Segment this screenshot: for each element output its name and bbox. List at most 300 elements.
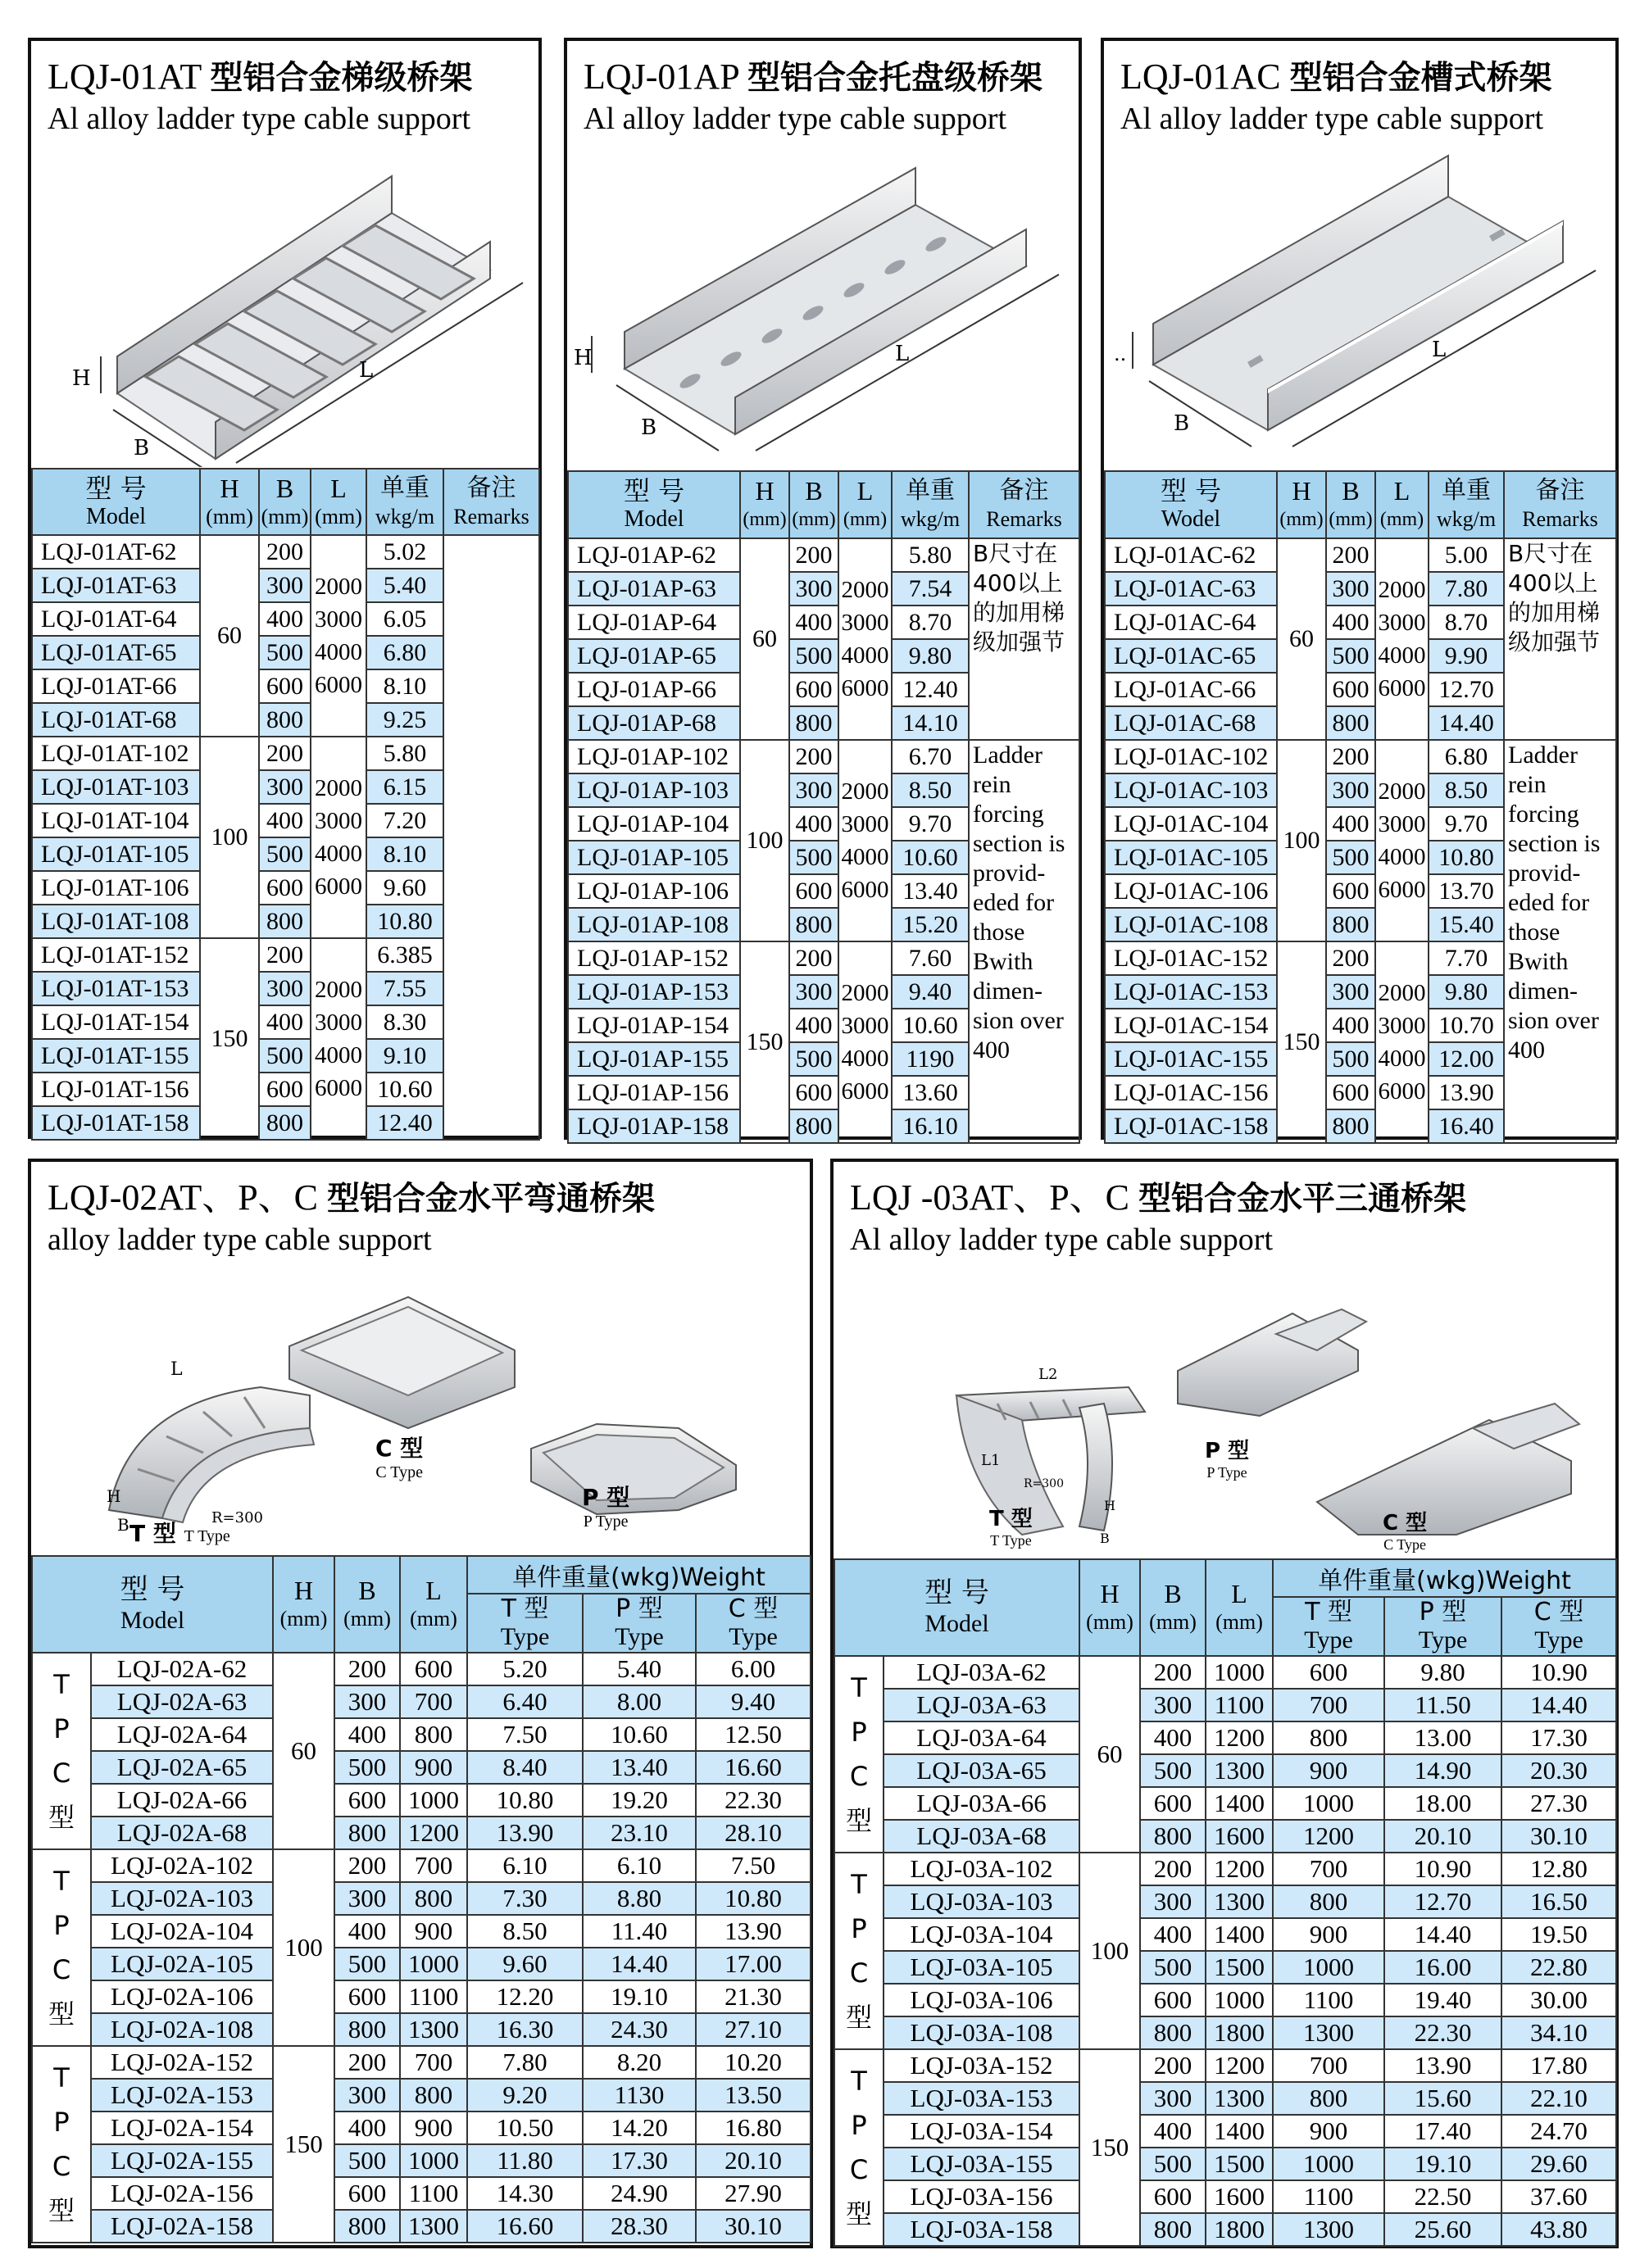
trough-illustration (1104, 147, 1615, 467)
l-value: 6000 (841, 877, 889, 903)
dim-b-label: B (1100, 1531, 1110, 1546)
cell-weight: 6.80 (366, 636, 443, 669)
l-value: 2000 (841, 980, 889, 1006)
remark-en: Ladder rein forcing section is provid- eded for those Bwith dimen- sion over 400 (1508, 742, 1601, 1064)
cell-model: LQJ-01AT-104 (32, 804, 200, 837)
table-row (834, 2115, 1616, 2148)
dim-l-label: L (895, 342, 910, 366)
cell-p-weight: 15.60 (1384, 2082, 1501, 2115)
cell-l: 1100 (1206, 1689, 1273, 1721)
cell-c-weight: 19.50 (1501, 1918, 1616, 1951)
dim-r-label: R=300 (211, 1509, 263, 1526)
cell-weight: 9.80 (892, 639, 969, 673)
cell-weight: 5.02 (366, 535, 443, 569)
c-type-label: C 型 C Type (375, 1435, 424, 1481)
cell-model: LQJ-01AT-108 (32, 905, 200, 938)
panel-subtitle: Al alloy ladder type cable support (48, 102, 471, 136)
cell-model: LQJ-03A-63 (884, 1689, 1079, 1721)
cell-weight: 8.70 (892, 606, 969, 639)
table-row (834, 2016, 1616, 2049)
cell-model: LQJ-01AP-106 (568, 874, 740, 908)
cell-c-weight: 27.10 (696, 2013, 811, 2046)
panel-title: LQJ -03AT、P、C 型铝合金水平三通桥架 (850, 1177, 1467, 1218)
table-row (568, 538, 1079, 572)
cell-model: LQJ-01AC-63 (1105, 572, 1277, 606)
cell-weight: 9.10 (366, 1039, 443, 1073)
cell-t-weight: 6.10 (467, 1849, 583, 1882)
cell-b: 400 (789, 807, 838, 841)
cell-c-weight: 12.50 (696, 1718, 811, 1751)
cell-model: LQJ-02A-158 (91, 2210, 273, 2243)
cell-b: 800 (334, 2210, 400, 2243)
cell-weight: 6.385 (366, 938, 443, 972)
panel-02a (28, 1159, 813, 2248)
table-row (834, 1984, 1616, 2016)
cell-b: 300 (1326, 975, 1375, 1009)
cell-b: 200 (1140, 1853, 1206, 1885)
cell-c-weight: 22.10 (1501, 2082, 1616, 2115)
cell-type-label (834, 1853, 884, 2049)
cell-model: LQJ-01AC-154 (1105, 1009, 1277, 1042)
cell-b: 300 (259, 770, 311, 804)
cell-model: LQJ-01AP-64 (568, 606, 740, 639)
cell-p-weight: 13.00 (1384, 1721, 1501, 1754)
type-letter: 型 (845, 1805, 872, 1836)
cell-p-weight: 19.20 (583, 1784, 696, 1817)
cell-p-weight: 10.90 (1384, 1853, 1501, 1885)
cell-model: LQJ-02A-104 (91, 1915, 273, 1948)
header-l: L (mm) (1206, 1559, 1273, 1656)
cell-weight: 13.70 (1429, 874, 1504, 908)
cell-weight: 12.40 (892, 673, 969, 706)
cell-b: 600 (789, 874, 838, 908)
cell-model: LQJ-03A-103 (884, 1885, 1079, 1918)
l-value: 3000 (841, 610, 889, 636)
table-row (834, 1853, 1616, 1885)
cell-weight: 9.25 (366, 703, 443, 737)
cell-l-values (1375, 941, 1429, 1143)
cell-p-weight: 14.40 (1384, 1918, 1501, 1951)
l-value: 2000 (315, 977, 362, 1003)
cell-b: 300 (1326, 773, 1375, 807)
cell-b: 200 (1326, 941, 1375, 975)
cell-c-weight: 14.40 (1501, 1689, 1616, 1721)
cell-p-weight: 14.20 (583, 2112, 696, 2144)
cell-b: 800 (1140, 2016, 1206, 2049)
type-letter: 型 (48, 2195, 75, 2226)
cell-c-weight: 17.30 (1501, 1721, 1616, 1754)
cell-weight: 7.80 (1429, 572, 1504, 606)
spec-table-03a (834, 1558, 1617, 2247)
table-row (834, 1689, 1616, 1721)
cell-b: 800 (1326, 706, 1375, 740)
cell-weight: 5.80 (892, 538, 969, 572)
l-value: 2000 (1378, 980, 1426, 1006)
cell-b: 600 (334, 1980, 400, 2013)
cell-p-weight: 20.10 (1384, 1820, 1501, 1853)
cell-model: LQJ-02A-63 (91, 1685, 273, 1718)
table-row (32, 1718, 811, 1751)
cell-b: 400 (334, 1915, 400, 1948)
cell-model: LQJ-02A-156 (91, 2177, 273, 2210)
cell-b: 200 (789, 740, 838, 773)
remark-cn: B尺寸在400以上的加用梯级加强节 (1508, 540, 1601, 655)
cell-l: 1300 (1206, 1885, 1273, 1918)
cell-model: LQJ-01AT-155 (32, 1039, 200, 1073)
header-model: 型 号 Model (834, 1559, 1079, 1656)
table-row (32, 535, 539, 569)
type-letter: P (53, 1713, 70, 1744)
type-letter: T (851, 1672, 867, 1703)
cell-p-weight: 8.00 (583, 1685, 696, 1718)
cell-l: 1000 (400, 2144, 467, 2177)
cell-model: LQJ-02A-68 (91, 1817, 273, 1849)
cell-l: 1600 (1206, 1820, 1273, 1853)
table-row (834, 1721, 1616, 1754)
cell-remarks (443, 535, 539, 1140)
type-letter: C (52, 1954, 71, 1985)
cell-b: 400 (1140, 1721, 1206, 1754)
cell-t-weight: 10.80 (467, 1784, 583, 1817)
cell-b: 400 (1326, 1009, 1375, 1042)
table-row (834, 2049, 1616, 2082)
dim-l-label: L (359, 358, 374, 383)
cell-weight: 10.60 (892, 1009, 969, 1042)
cell-t-weight: 700 (1273, 1689, 1384, 1721)
table-row (834, 1754, 1616, 1787)
table-row (32, 1653, 811, 1685)
cell-b: 800 (789, 706, 838, 740)
header-model: 型 号 Model (32, 1556, 273, 1653)
panel-subtitle: Al alloy ladder type cable support (584, 102, 1007, 136)
cell-model: LQJ-01AT-152 (32, 938, 200, 972)
cell-c-weight: 27.90 (696, 2177, 811, 2210)
cell-l: 1200 (400, 1817, 467, 1849)
cell-p-weight: 22.50 (1384, 2180, 1501, 2213)
cell-l: 1300 (1206, 2082, 1273, 2115)
table-row (32, 1948, 811, 1980)
cell-h: 100 (740, 740, 789, 941)
cell-l: 900 (400, 1915, 467, 1948)
l-value: 6000 (841, 1078, 889, 1105)
type-letter: 型 (48, 1802, 75, 1833)
cell-model: LQJ-03A-156 (884, 2180, 1079, 2213)
panel-title: LQJ-01AT 型铝合金梯级桥架 (48, 57, 473, 97)
cell-weight: 8.50 (1429, 773, 1504, 807)
cell-model: LQJ-02A-108 (91, 2013, 273, 2046)
cell-model: LQJ-03A-62 (884, 1656, 1079, 1689)
cell-b: 800 (259, 703, 311, 737)
header-t-type: T 型 Type (1273, 1597, 1384, 1656)
header-h: H (mm) (273, 1556, 334, 1653)
cell-c-weight: 12.80 (1501, 1853, 1616, 1885)
l-value: 6000 (315, 1075, 362, 1101)
p-type-label: P 型 P Type (1205, 1439, 1250, 1481)
type-letter: C (849, 1957, 869, 1989)
cell-model: LQJ-01AC-104 (1105, 807, 1277, 841)
l-value: 4000 (1378, 1046, 1426, 1072)
cell-weight: 10.80 (366, 905, 443, 938)
cell-model: LQJ-03A-104 (884, 1918, 1079, 1951)
cell-c-weight: 16.80 (696, 2112, 811, 2144)
cell-model: LQJ-01AC-62 (1105, 538, 1277, 572)
cell-l: 800 (400, 1718, 467, 1751)
type-letter: C (52, 1758, 71, 1789)
header-p-type: P 型 Type (1384, 1597, 1501, 1656)
cell-h: 60 (1277, 538, 1326, 740)
cell-b: 400 (1140, 2115, 1206, 2148)
cell-c-weight: 20.30 (1501, 1754, 1616, 1787)
panel-title: LQJ-01AP 型铝合金托盘级桥架 (584, 57, 1043, 97)
cell-l-values (1375, 538, 1429, 740)
cell-model: LQJ-02A-155 (91, 2144, 273, 2177)
cell-model: LQJ-01AT-105 (32, 837, 200, 871)
cell-b: 400 (789, 1009, 838, 1042)
l-value: 3000 (841, 1013, 889, 1039)
cell-model: LQJ-03A-106 (884, 1984, 1079, 2016)
cell-h: 60 (1079, 1656, 1140, 1853)
l-value: 4000 (1378, 844, 1426, 870)
cell-p-weight: 11.50 (1384, 1689, 1501, 1721)
cell-c-weight: 13.90 (696, 1915, 811, 1948)
cell-b: 400 (334, 2112, 400, 2144)
cell-weight: 5.40 (366, 569, 443, 602)
type-letter: T (53, 1866, 70, 1897)
header-model: 型 号 Model (568, 471, 740, 538)
cell-t-weight: 900 (1273, 1918, 1384, 1951)
cell-weight: 8.50 (892, 773, 969, 807)
cell-b: 500 (334, 1751, 400, 1784)
panel-title: LQJ-01AC 型铝合金槽式桥架 (1120, 57, 1552, 97)
cell-b: 600 (1326, 874, 1375, 908)
cell-model: LQJ-01AP-158 (568, 1109, 740, 1143)
cell-l-values (838, 740, 892, 941)
ladder-tray-illustration (31, 147, 538, 467)
cell-c-weight: 34.10 (1501, 2016, 1616, 2049)
panel-01at (28, 38, 542, 1139)
panel-01ap (564, 38, 1082, 1140)
table-row (568, 740, 1079, 773)
type-letter: P (851, 1913, 867, 1944)
dim-h-label: H (1104, 1498, 1115, 1513)
type-letter: 型 (845, 2198, 872, 2229)
cell-b: 300 (334, 2079, 400, 2112)
cell-t-weight: 7.80 (467, 2046, 583, 2079)
cell-model: LQJ-01AP-105 (568, 841, 740, 874)
header-h: H (mm) (740, 471, 789, 538)
cell-p-weight: 23.10 (583, 1817, 696, 1849)
cell-c-weight: 30.10 (696, 2210, 811, 2243)
cell-model: LQJ-01AT-156 (32, 1073, 200, 1106)
cell-b: 800 (259, 905, 311, 938)
cell-b: 600 (1140, 1787, 1206, 1820)
cell-l: 800 (400, 2079, 467, 2112)
header-b: B (mm) (334, 1556, 400, 1653)
cell-t-weight: 5.20 (467, 1653, 583, 1685)
cell-l: 700 (400, 1685, 467, 1718)
cell-weight: 5.00 (1429, 538, 1504, 572)
cell-c-weight: 22.30 (696, 1784, 811, 1817)
table-row (1105, 740, 1616, 773)
type-letter: T (53, 1669, 70, 1700)
cell-b: 600 (789, 1076, 838, 1109)
cell-l: 700 (400, 2046, 467, 2079)
cell-weight: 13.40 (892, 874, 969, 908)
cell-p-weight: 16.00 (1384, 1951, 1501, 1984)
cell-l: 800 (400, 1882, 467, 1915)
l-value: 3000 (315, 808, 362, 834)
header-remarks: 备注 Remarks (443, 469, 539, 535)
table-row (32, 2210, 811, 2243)
cell-b: 600 (334, 1784, 400, 1817)
cell-p-weight: 28.30 (583, 2210, 696, 2243)
dim-h-label: H (574, 346, 593, 370)
cell-l: 1400 (1206, 1918, 1273, 1951)
cell-t-weight: 10.50 (467, 2112, 583, 2144)
cell-t-weight: 1100 (1273, 2180, 1384, 2213)
cell-p-weight: 11.40 (583, 1915, 696, 1948)
cell-model: LQJ-01AC-65 (1105, 639, 1277, 673)
cell-l: 1800 (1206, 2016, 1273, 2049)
cell-b: 300 (789, 975, 838, 1009)
cell-model: LQJ-01AC-103 (1105, 773, 1277, 807)
cell-model: LQJ-01AC-108 (1105, 908, 1277, 941)
header-remarks: 备注 Remarks (969, 471, 1079, 538)
header-weight: 单重 wkg/m (1429, 471, 1504, 538)
cell-c-weight: 37.60 (1501, 2180, 1616, 2213)
cell-weight: 16.10 (892, 1109, 969, 1143)
cell-p-weight: 19.40 (1384, 1984, 1501, 2016)
cell-model: LQJ-01AT-158 (32, 1106, 200, 1140)
cell-b: 400 (259, 804, 311, 837)
cell-b: 500 (259, 1039, 311, 1073)
cell-p-weight: 14.40 (583, 1948, 696, 1980)
cell-b: 600 (1326, 1076, 1375, 1109)
cell-c-weight: 10.90 (1501, 1656, 1616, 1689)
table-row (32, 1882, 811, 1915)
l-value: 2000 (315, 775, 362, 801)
cell-p-weight: 6.10 (583, 1849, 696, 1882)
cell-c-weight: 30.10 (1501, 1820, 1616, 1853)
header-weight: 单件重量(wkg)Weight (467, 1556, 811, 1594)
table-row (32, 2013, 811, 2046)
cell-l: 1300 (400, 2013, 467, 2046)
cell-remark-en (969, 740, 1079, 1143)
cell-c-weight: 22.80 (1501, 1951, 1616, 1984)
cell-b: 200 (259, 535, 311, 569)
cell-l-values (311, 737, 366, 938)
cell-weight: 16.40 (1429, 1109, 1504, 1143)
cell-weight: 6.70 (892, 740, 969, 773)
cell-model: LQJ-02A-64 (91, 1718, 273, 1751)
cell-model: LQJ-01AC-66 (1105, 673, 1277, 706)
cell-model: LQJ-03A-68 (884, 1820, 1079, 1853)
cell-b: 800 (334, 2013, 400, 2046)
cell-b: 800 (259, 1106, 311, 1140)
cell-model: LQJ-01AT-62 (32, 535, 200, 569)
cell-l: 900 (400, 1751, 467, 1784)
l-value: 6000 (315, 873, 362, 900)
header-b: B (mm) (259, 469, 311, 535)
cell-t-weight: 14.30 (467, 2177, 583, 2210)
cell-c-weight: 20.10 (696, 2144, 811, 2177)
cell-model: LQJ-01AT-65 (32, 636, 200, 669)
cell-type-label (32, 1849, 91, 2046)
l-value: 4000 (1378, 642, 1426, 669)
dim-l-label: L (1432, 338, 1447, 362)
cell-model: LQJ-03A-64 (884, 1721, 1079, 1754)
header-weight: 单重 wkg/m (892, 471, 969, 538)
type-letter: 型 (48, 1998, 75, 2030)
cell-h: 150 (273, 2046, 334, 2243)
cell-weight: 7.70 (1429, 941, 1504, 975)
l-value: 3000 (1378, 811, 1426, 837)
cell-b: 200 (1140, 1656, 1206, 1689)
cell-model: LQJ-01AT-103 (32, 770, 200, 804)
cell-model: LQJ-01AC-106 (1105, 874, 1277, 908)
cell-model: LQJ-03A-158 (884, 2213, 1079, 2246)
cell-weight: 5.80 (366, 737, 443, 770)
cell-b: 300 (1140, 2082, 1206, 2115)
cell-b: 300 (1326, 572, 1375, 606)
l-value: 2000 (315, 574, 362, 600)
cell-l-values (838, 538, 892, 740)
dim-h-label: H (107, 1486, 121, 1506)
cell-l: 1200 (1206, 2049, 1273, 2082)
cell-b: 200 (259, 737, 311, 770)
cell-p-weight: 25.60 (1384, 2213, 1501, 2246)
cell-p-weight: 8.20 (583, 2046, 696, 2079)
cell-weight: 6.15 (366, 770, 443, 804)
cell-model: LQJ-01AT-154 (32, 1005, 200, 1039)
cell-weight: 8.10 (366, 837, 443, 871)
cell-l: 700 (400, 1849, 467, 1882)
l-value: 3000 (315, 1009, 362, 1036)
cell-b: 200 (1326, 538, 1375, 572)
cell-b: 600 (789, 673, 838, 706)
cell-model: LQJ-01AT-66 (32, 669, 200, 703)
cell-b: 800 (1140, 2213, 1206, 2246)
header-model: 型 号 Wodel (1105, 471, 1277, 538)
cell-model: LQJ-01AT-63 (32, 569, 200, 602)
cell-t-weight: 9.60 (467, 1948, 583, 1980)
table-row (32, 2144, 811, 2177)
l-value: 4000 (841, 1046, 889, 1072)
l-value: 4000 (841, 844, 889, 870)
cell-weight: 12.70 (1429, 673, 1504, 706)
cell-weight: 14.10 (892, 706, 969, 740)
cell-l: 1300 (400, 2210, 467, 2243)
dim-l-label: L (170, 1359, 183, 1380)
cell-weight: 12.40 (366, 1106, 443, 1140)
cell-l-values (838, 941, 892, 1143)
cell-h: 100 (200, 737, 259, 938)
cell-model: LQJ-01AT-102 (32, 737, 200, 770)
type-letter: P (851, 1717, 867, 1748)
cell-model: LQJ-01AC-102 (1105, 740, 1277, 773)
cell-h: 150 (740, 941, 789, 1143)
cell-remark-cn (1504, 538, 1616, 740)
cell-b: 600 (259, 669, 311, 703)
dim-h-label: .. (1114, 342, 1127, 365)
cell-c-weight: 10.20 (696, 2046, 811, 2079)
cell-c-weight: 29.60 (1501, 2148, 1616, 2180)
cell-p-weight: 10.60 (583, 1718, 696, 1751)
cell-t-weight: 700 (1273, 1853, 1384, 1885)
cell-l: 1400 (1206, 2115, 1273, 2148)
cell-model: LQJ-01AT-64 (32, 602, 200, 636)
cell-b: 200 (1326, 740, 1375, 773)
